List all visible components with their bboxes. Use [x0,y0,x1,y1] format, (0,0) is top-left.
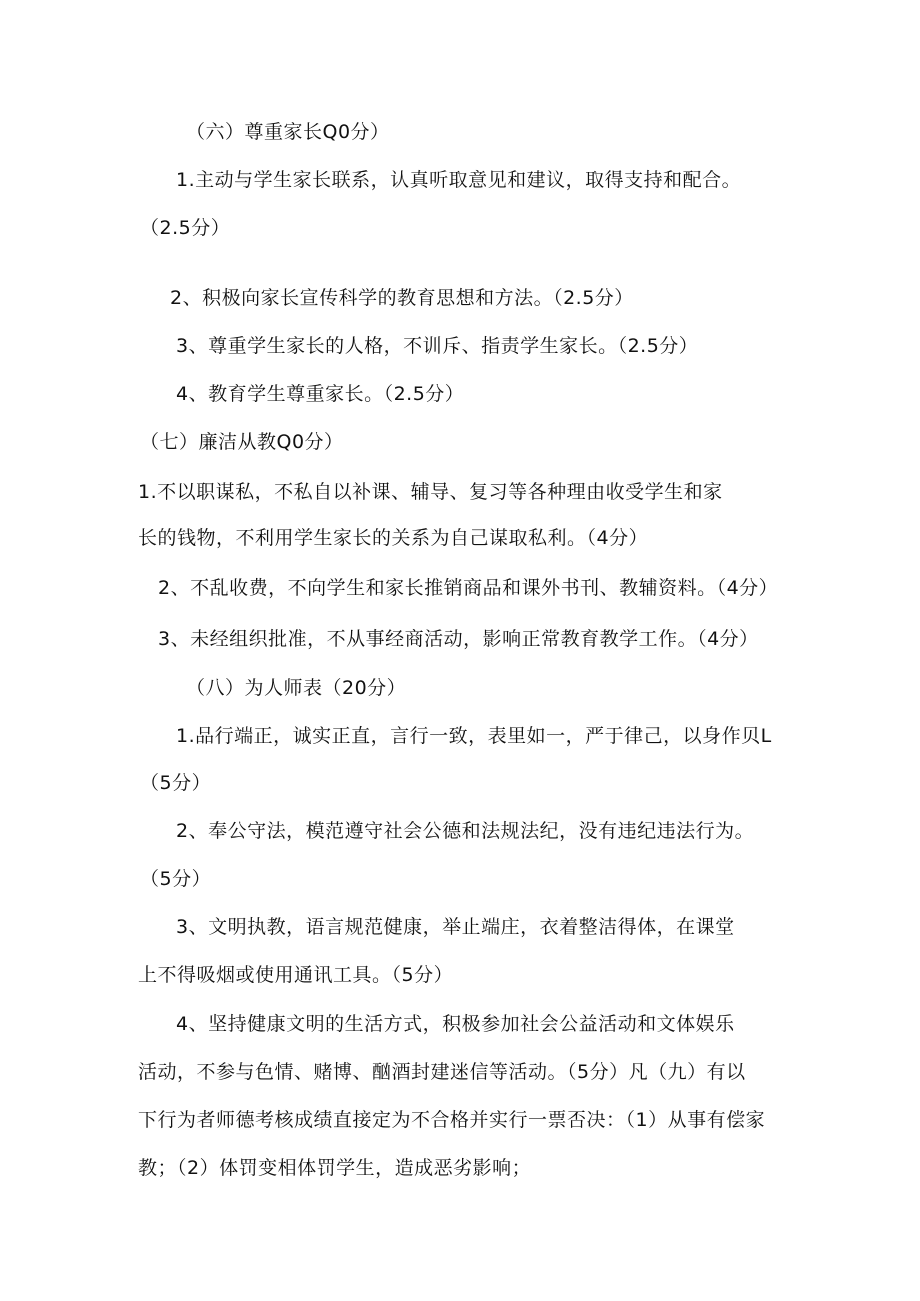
paragraph-line: 教；（2）体罚变相体罚学生，造成恶劣影响； [138,1157,532,1179]
paragraph-line: （5分） [140,772,212,794]
paragraph-line: 2、积极向家长宣传科学的教育思想和方法。（2.5分） [170,287,634,309]
paragraph-line: （5分） [140,868,212,890]
section-heading-role-model: （八）为人师表（20分） [186,677,407,699]
section-heading-integrity: （七）廉洁从教Q0分） [140,431,344,453]
paragraph-line: 2、奉公守法，模范遵守社会公德和法规法纪，没有违纪违法行为。 [176,820,755,842]
paragraph-line: 3、文明执教，语言规范健康，举止端庄，衣着整洁得体，在课堂 [176,916,735,938]
paragraph-line: 下行为者师德考核成绩直接定为不合格并实行一票否决：（1）从事有偿家 [138,1109,766,1131]
paragraph-line: 1.不以职谋私，不私自以补课、辅导、复习等各种理由收受学生和家 [138,481,723,503]
paragraph-line: 1.主动与学生家长联系，认真听取意见和建议，取得支持和配合。 [176,169,742,191]
paragraph-line: 3、尊重学生家长的人格，不训斥、指责学生家长。（2.5分） [176,335,699,357]
paragraph-line: 4、教育学生尊重家长。（2.5分） [176,383,465,405]
paragraph-line: 4、坚持健康文明的生活方式，积极参加社会公益活动和文体娱乐 [176,1013,735,1035]
paragraph-line: 活动，不参与色情、赌博、酗酒封建迷信等活动。（5分）凡（九）有以 [138,1061,746,1083]
paragraph-line: 上不得吸烟或使用通讯工具。（5分） [138,964,454,986]
paragraph-line: 3、未经组织批准，不从事经商活动，影响正常教育教学工作。（4分） [158,628,759,650]
paragraph-line: （2.5分） [140,217,231,239]
paragraph-line: 1.品行端正，诚实正直，言行一致，表里如一，严于律己，以身作贝L [176,725,772,747]
section-heading-respect-parents: （六）尊重家长Q0分） [186,121,390,143]
paragraph-line: 2、不乱收费，不向学生和家长推销商品和课外书刊、教辅资料。（4分） [158,577,779,599]
paragraph-line: 长的钱物，不利用学生家长的关系为自己谋取私利。（4分） [138,527,649,549]
